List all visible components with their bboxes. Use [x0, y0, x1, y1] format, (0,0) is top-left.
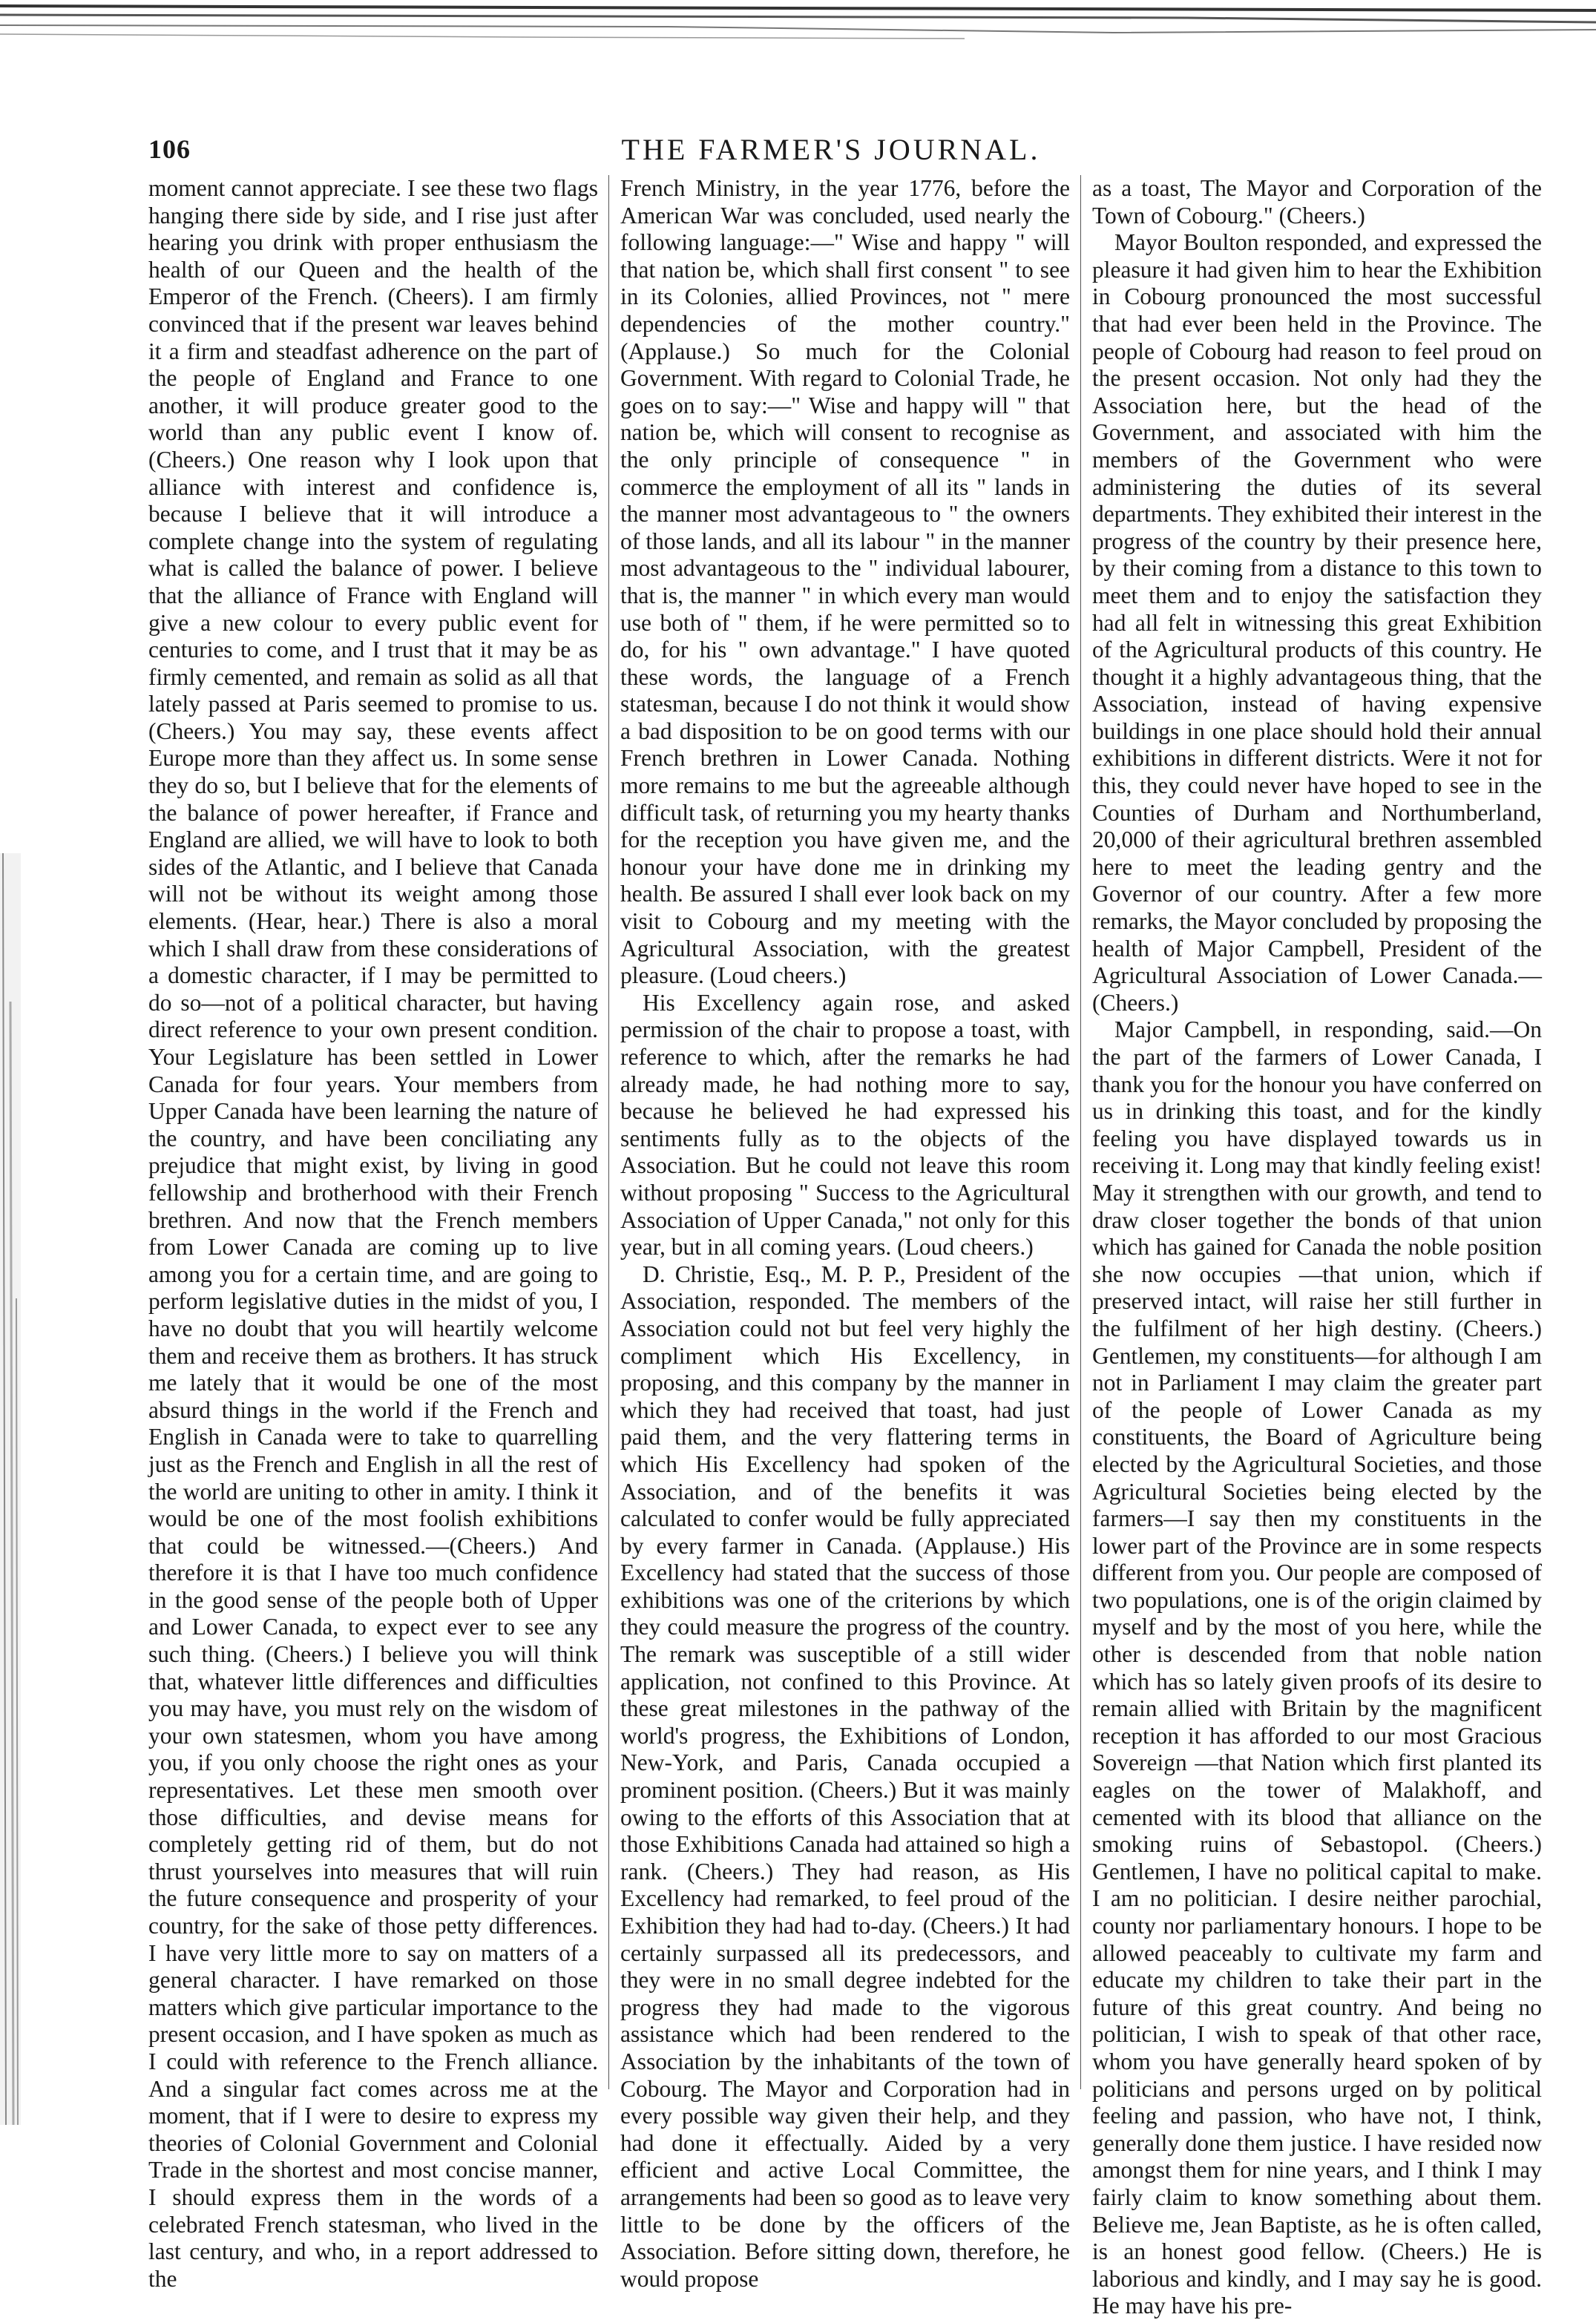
page-number: 106: [148, 134, 191, 164]
column-3-paragraph-2: Mayor Boulton responded, and expressed the pleasure it had given him to hear the Exhibition in Cobourg pronounced the most successful that had ever been held in the Province. The people of Cobourg had reason to feel proud on the present occasion. Not only had they the Association here, but the head of the Government, and associated with him the members of the Government who were administering the duties of its several departments. They exhibited their interest in the progress of the country by their presence here, by their coming from a distance to this town to meet them and to enjoy the satisfaction they had all felt in witnessing this great Exhibition of the Agricultural products of this country. He thought it a highly advantageous thing, that the Association, instead of having expensive buildings in one place should hold their annual exhibitions in different districts. Were it not for this, they could never have hoped to see in the Counties of Durham and Northumberland, 20,000 of their agricultural brethren assembled here to meet the leading gentry and the Governor of our country. After a few more remarks, the Mayor concluded by proposing the health of Major Campbell, President of the Agricultural Association of Lower Canada.—(Cheers.): [1092, 229, 1542, 1016]
column-2-paragraph-1: French Ministry, in the year 1776, before the American War was concluded, used nearly the following language:—" Wise and happy " will that nation be, which shall first consent " to see in its Colonies, allied Provinces, not " mere dependencies of the mother country." (Applause.) So much for the Colonial Government. With regard to Colonial Trade, he goes on to say:—" Wise and happy will " that nation be, which will consent to recognise as the only principle of consequence " in commerce the employment of all its " lands in the manner most advantageous to " the owners of those lands, and all its labour " in the manner most advantageous to the " individual labourer, that is, the manner " in which every man would use both of " them, if he were permitted so to do, for his " own advantage." I have quoted these words, the language of a French statesman, because I do not think it would show a bad disposition to be on good terms with our French brethren in Lower Canada. Nothing more remains to me but the agreeable although difficult task, of returning you my hearty thanks for the reception you have given me, and the honour your have done me in drinking my health. Be assured I shall ever look back on my visit to Cobourg and my meeting with the Agricultural Association, with the greatest pleasure. (Loud cheers.): [620, 175, 1070, 989]
column-divider-1: [608, 175, 609, 2089]
text-column-1: [148, 175, 598, 2292]
text-column-2: [620, 175, 1070, 2292]
top-scan-border: [0, 0, 1596, 52]
text-column-3: [1092, 175, 1542, 2319]
column-3-paragraph-1: as a toast, The Mayor and Corporation of the Town of Cobourg." (Cheers.): [1092, 175, 1542, 229]
column-3-paragraph-3: Major Campbell, in responding, said.—On the part of the farmers of Lower Canada, I thank you for the honour you have conferred on us in drinking this toast, and for the kindly feeling you have displayed towards us in receiving it. Long may that kindly feeling exist! May it strengthen with our growth, and tend to draw closer together the bonds of that union which has gained for Canada the noble position she now occupies —that union, which if preserved intact, will raise her still further in the fulfilment of her high destiny. (Cheers.) Gentlemen, my constituents—for although I am not in Parliament I may claim the greater part of the people of Lower Canada as my constituents, the Board of Agriculture being elected by the Agricultural Societies, and those Agricultural Societies being elected by the farmers—I say then my constituents in the lower part of the Province are in some respects different from you. Our people are composed of two populations, one is of the origin claimed by myself and by the most of you here, while the other is descended from that noble nation which has so lately given proofs of its desire to remain allied with Britain by the magnificent reception it has afforded to our most Gracious Sovereign —that Nation which first planted its eagles on the tower of Malakhoff, and cemented with its blood that alliance on the smoking ruins of Sebastopol. (Cheers.) Gentlemen, I have no political capital to make. I am no politician. I desire neither parochial, county nor parliamentary honours. I hope to be allowed peaceably to cultivate my farm and educate my children to take their part in the future of this great country. And being no politician, I wish to speak of that other race, whom you have generally heard spoken of by politicians and persons urged on by political feeling and passion, who have not, I think, generally done them justice. I have resided now amongst them for nine years, and I think I may fairly claim to know something about them. Believe me, Jean Baptiste, as he is often called, is an honest good fellow. (Cheers.) He is laborious and kindly, and I may say he is good. He may have his pre-: [1092, 1016, 1542, 2319]
column-divider-2: [1080, 175, 1081, 2089]
article-columns: [148, 175, 1551, 2319]
column-1-paragraph-1: moment cannot appreciate. I see these two flags hanging there side by side, and I rise just after hearing you drink with proper enthusiasm the health of our Queen and the health of the Emperor of the French. (Cheers). I am firmly convinced that if the present war leaves behind it a firm and steadfast adherence on the part of the people of England and France to one another, it will produce greater good to the world than any public event I know of. (Cheers.) One reason why I look upon that alliance with interest and confidence is, because I believe that it will introduce a complete change into the system of regulating what is called the balance of power. I believe that the alliance of France with England will give a new colour to every public event for centuries to come, and I trust that it may be as firmly cemented, and remain as solid as all that lately passed at Paris seemed to promise to us. (Cheers.) You may say, these events affect Europe more than they affect us. In some sense they do so, but I believe that for the elements of the balance of power hereafter, if France and England are allied, we will have to look to both sides of the Atlantic, and I believe that Canada will not be without its weight among those elements. (Hear, hear.) There is also a moral which I shall draw from these considerations of a domestic character, if I may be permitted to do so—not of a political character, but having direct reference to your own present condition. Your Legislature has been settled in Lower Canada for four years. Your members from Upper Canada have been learning the nature of the country, and have been conciliating any prejudice that might exist, by living in good fellowship and brotherhood with their French brethren. And now that the French members from Lower Canada are coming up to live among you for a certain time, and are going to perform legislative duties in the midst of you, I have no doubt that you will heartily welcome them and receive them as brothers. It has struck me lately that it would be one of the most absurd things in the world if the French and English in Canada were to take to quarrelling just as the French and English in all the rest of the world are uniting to other in amity. I think it would be one of the most foolish exhibitions that could be witnessed.—(Cheers.) And therefore it is that I have too much confidence in the good sense of the people both of Upper and Lower Canada, to expect ever to see any such thing. (Cheers.) I believe you will think that, whatever little differences and difficulties you may have, you must rely on the wisdom of your own statesmen, whom you have among you, if you only choose the right ones as your representatives. Let these men smooth over those difficulties, and devise means for completely getting rid of them, but do not thrust yourselves into measures that will ruin the future consequence and prosperity of your country, for the sake of those petty differences. I have very little more to say on matters of a general character. I have remarked on those matters which give particular importance to the present occasion, and I have spoken as much as I could with reference to the French alliance. And a singular fact comes across me at the moment, that if I were to desire to express my theories of Colonial Government and Colonial Trade in the shortest and most concise manner, I should express them in the words of a celebrated French statesman, who lived in the last century, and who, in a report addressed to the: [148, 175, 598, 2292]
column-2-paragraph-3: D. Christie, Esq., M. P. P., President of the Association, responded. The members of the Association could not but feel very highly the compliment which His Excellency, in proposing, and this company by the manner in which they had received that toast, had just paid them, and the very flattering terms in which His Excellency had spoken of the Association, and of the benefits it was calculated to confer would be fully appreciated by every farmer in Canada. (Applause.) His Excellency had stated that the success of those exhibitions was one of the criterions by which they could measure the progress of the country. The remark was susceptible of a still wider application, not confined to this Province. At these great milestones in the pathway of the world's progress, the Exhibitions of London, New-York, and Paris, Canada occupied a prominent position. (Cheers.) But it was mainly owing to the efforts of this Association that at those Exhibitions Canada had attained so high a rank. (Cheers.) They had reason, as His Excellency had remarked, to feel proud of the Exhibition they had had to-day. (Cheers.) It had certainly surpassed all its predecessors, and they were in no small degree indebted for the progress they had made to the vigorous assistance which had been rendered to the Association by the inhabitants of the town of Cobourg. The Mayor and Corporation had in every possible way given their help, and they had done it effectually. Aided by a very efficient and active Local Committee, the arrangements had been so good as to leave very little to be done by the officers of the Association. Before sitting down, therefore, he would propose: [620, 1261, 1070, 2292]
left-scan-edge: [0, 853, 21, 2125]
running-title: THE FARMER'S JOURNAL.: [621, 133, 1041, 166]
column-2-paragraph-2: His Excellency again rose, and asked permission of the chair to propose a toast, with reference to which, after the remarks he had already made, he had nothing more to say, because he believed he had expressed his sentiments fully as to the objects of the Association. But he could not leave this room without proposing " Success to the Agricultural Association of Upper Canada," not only for this year, but in all coming years. (Loud cheers.): [620, 989, 1070, 1261]
